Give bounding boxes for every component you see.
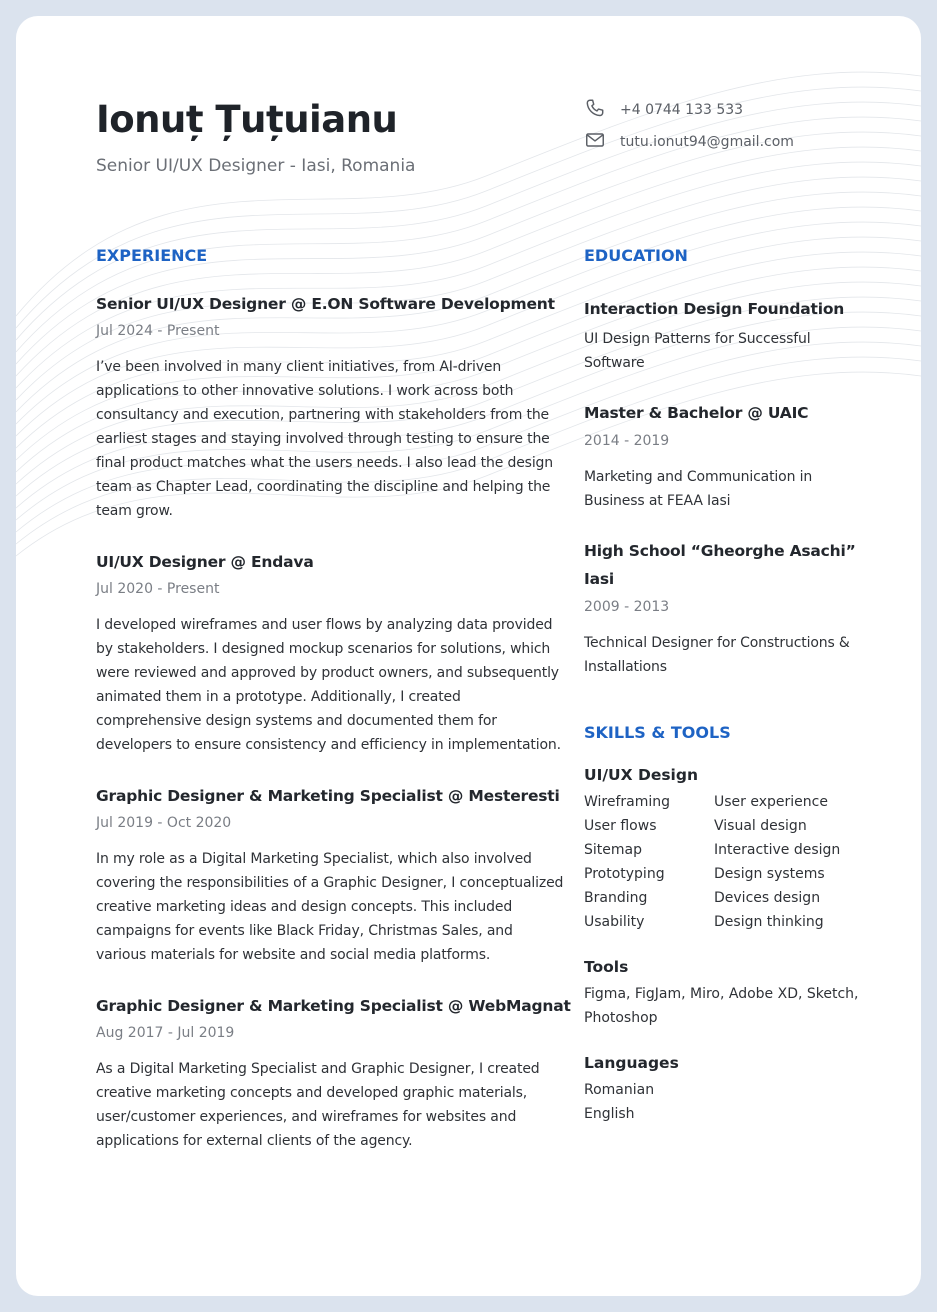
skill-item: Sitemap: [584, 842, 642, 858]
education-title: Interaction Design Foundation: [584, 300, 845, 318]
education-title: High School “Gheorghe Asachi” Iasi: [584, 542, 856, 588]
resume-page: [16, 16, 921, 1296]
experience-item: [96, 553, 566, 757]
job-title: UI/UX Designer @ Endava: [96, 553, 314, 571]
experience-section: [96, 246, 571, 1153]
skill-item: Design thinking: [714, 914, 824, 930]
phone-contact[interactable]: [584, 97, 743, 123]
experience-item: [96, 997, 571, 1153]
job-dates: Aug 2017 - Jul 2019: [96, 1025, 235, 1041]
skill-item: Prototyping: [584, 866, 665, 882]
skill-item: Wireframing: [584, 794, 671, 810]
skill-item: Usability: [584, 914, 645, 930]
education-item: [584, 399, 864, 513]
candidate-name: Ionuț Țuțuianu: [96, 98, 398, 141]
job-title: Senior UI/UX Designer @ E.ON Software Development: [96, 295, 555, 313]
uiux-heading: UI/UX Design: [584, 766, 698, 784]
job-description: I developed wireframes and user flows by analyzing data provided by stakeholders. I designed mockup scenarios for solutions, which were reviewed and approved by product owners, and subsequently animated them in a prototype. Additionally, I created comprehensive design systems and documented them for developers to ensure consistency and efficiency in implementation.: [96, 617, 561, 753]
skill-item: Branding: [584, 890, 648, 906]
education-dates: 2014 - 2019: [584, 433, 670, 449]
email-address: tutu.ionut94@gmail.com: [620, 134, 794, 150]
job-description: In my role as a Digital Marketing Specialist, which also involved covering the responsibilities of a Graphic Designer, I conceptualized creative marketing ideas and design concepts. This included campaigns for events like Black Friday, Christmas Sales, and various materials for website and social media platforms.: [96, 851, 564, 963]
education-text: Marketing and Communication in Business at FEAA Iasi: [584, 469, 813, 509]
languages-list: [584, 1078, 864, 1126]
education-heading: EDUCATION: [584, 246, 688, 265]
skills-heading: SKILLS & TOOLS: [584, 723, 731, 742]
job-description: I’ve been involved in many client initiatives, from AI-driven applications to other innovative solutions. I work across both consultancy and execution, partnering with stakeholders from the earliest stages and staying involved through testing to ensure the final product matches what the users needs. I also lead the design team as Chapter Lead, coordinating the discipline and helping the team grow.: [96, 359, 554, 519]
education-text: Technical Designer for Constructions & Installations: [584, 635, 850, 675]
language-item: English: [584, 1106, 635, 1122]
sidebar-column: [584, 246, 864, 1126]
tools-heading: Tools: [584, 958, 629, 976]
skill-item: Interactive design: [714, 842, 841, 858]
job-dates: Jul 2024 - Present: [96, 323, 220, 339]
job-title: Graphic Designer & Marketing Specialist @ WebMagnat: [96, 997, 571, 1015]
skill-item: Design systems: [714, 866, 825, 882]
skill-item: Devices design: [714, 890, 821, 906]
phone-number: +4 0744 133 533: [620, 102, 744, 118]
experience-item: [96, 295, 566, 523]
job-description: As a Digital Marketing Specialist and Graphic Designer, I created creative marketing concepts and developed graphic materials, user/customer experiences, and wireframes for websites and applications for external clients of the agency.: [96, 1061, 540, 1149]
mail-icon: [584, 129, 620, 155]
skill-item: User flows: [584, 818, 657, 834]
education-title: Master & Bachelor @ UAIC: [584, 404, 809, 422]
education-dates: 2009 - 2013: [584, 599, 670, 615]
skill-item: User experience: [714, 794, 828, 810]
email-contact[interactable]: [584, 129, 794, 155]
skill-item: Visual design: [714, 818, 807, 834]
experience-item: [96, 787, 566, 967]
languages-heading: Languages: [584, 1054, 679, 1072]
job-title: Graphic Designer & Marketing Specialist @ Mesteresti: [96, 787, 560, 805]
job-dates: Jul 2020 - Present: [96, 581, 220, 597]
experience-heading: EXPERIENCE: [96, 246, 208, 265]
candidate-subtitle: Senior UI/UX Designer - Iasi, Romania: [96, 156, 416, 176]
tools-text: Figma, FigJam, Miro, Adobe XD, Sketch, Photoshop: [584, 986, 859, 1026]
language-item: Romanian: [584, 1082, 655, 1098]
phone-icon: [584, 97, 620, 123]
education-item: [584, 537, 864, 679]
education-item: [584, 295, 864, 375]
education-text: UI Design Patterns for Successful Software: [584, 331, 811, 371]
uiux-skills-grid: [584, 790, 864, 934]
job-dates: Jul 2019 - Oct 2020: [96, 815, 232, 831]
